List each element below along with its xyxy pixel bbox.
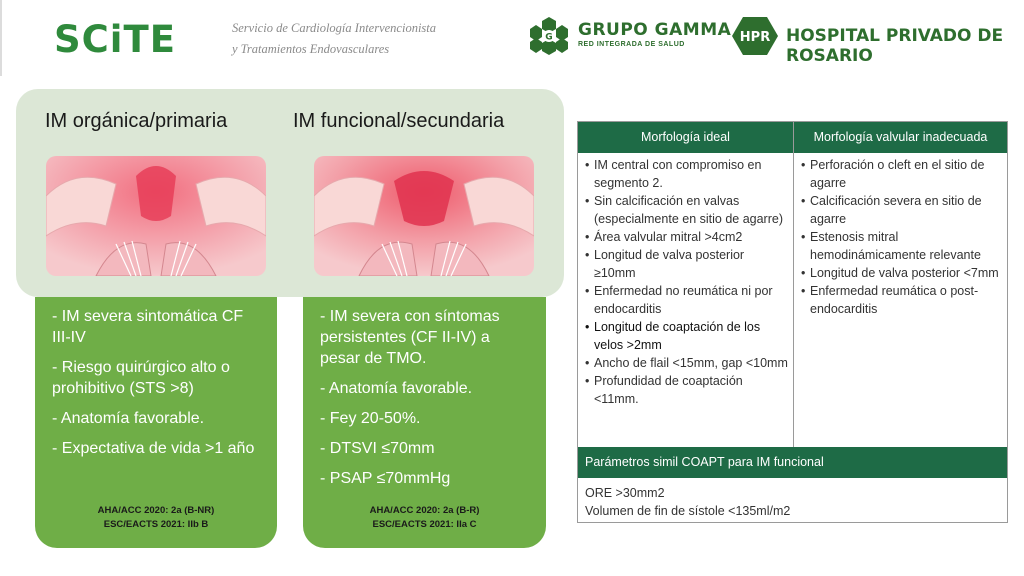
- secondary-criteria-list: [320, 306, 534, 498]
- bullet: •: [585, 356, 590, 370]
- inadequate-morphology-cell: [801, 153, 1001, 570]
- list-item: • Calcificación severa en sitio de agarre: [801, 194, 982, 226]
- secondary-criteria-box: [303, 297, 546, 548]
- bullet: •: [585, 374, 590, 388]
- scite-tagline: [232, 18, 436, 60]
- hpr-logo-icon: [732, 16, 778, 56]
- secondary-mr-title: IM funcional/secundaria: [293, 110, 505, 132]
- list-item: - DTSVI ≤70mm: [320, 440, 435, 457]
- primary-mr-title: IM orgánica/primaria: [45, 110, 228, 132]
- primary-mitral-valve-image: [46, 156, 266, 276]
- ore-value: ORE >30mm2: [585, 486, 665, 500]
- secondary-guideline-refs: [303, 504, 546, 532]
- ideal-morphology-list: [585, 156, 788, 408]
- bullet: •: [801, 194, 806, 208]
- tagline-line-2: y Tratamientos Endovasculares: [232, 42, 390, 56]
- left-edge-rule: [0, 0, 2, 76]
- list-item: - IM severa con síntomas persistentes (CF II-IV) a pesar de TMO.: [320, 308, 500, 367]
- esc-eacts-ref: ESC/EACTS 2021: IIa C: [372, 519, 477, 530]
- end-systolic-volume-value: Volumen de fin de sístole <135ml/m2: [585, 504, 791, 518]
- svg-text:G: G: [545, 32, 553, 43]
- gamma-subtitle: RED INTEGRADA DE SALUD: [578, 41, 685, 48]
- list-item: • IM central con compromiso en segmento 2.: [585, 158, 762, 190]
- inadequate-morphology-header: Morfología valvular inadecuada: [794, 122, 1007, 153]
- list-item: • Enfermedad reumática o post-endocarditis: [801, 284, 979, 316]
- list-item: • Longitud de coaptación de los velos >2mm: [585, 320, 761, 352]
- bullet: •: [585, 320, 590, 334]
- list-item: - Anatomía favorable.: [320, 380, 473, 397]
- ideal-morphology-header: Morfología ideal: [578, 122, 793, 153]
- primary-guideline-refs: [35, 504, 277, 532]
- scite-logo: SCiTE: [54, 18, 176, 61]
- secondary-mitral-valve-image: [314, 156, 534, 276]
- list-item: • Profundidad de coaptación <11mm.: [585, 374, 743, 406]
- morphology-table: [577, 121, 1008, 523]
- esc-eacts-ref: ESC/EACTS 2021: IIb B: [103, 519, 209, 530]
- bullet: •: [801, 230, 806, 244]
- list-item: - Anatomía favorable.: [52, 410, 205, 427]
- bullet: •: [585, 230, 590, 244]
- hospital-name: HOSPITAL PRIVADO DE ROSARIO: [786, 26, 1004, 66]
- bullet: •: [585, 158, 590, 172]
- list-item: • Área valvular mitral >4cm2: [585, 230, 743, 244]
- coapt-parameters-header: Parámetros simil COAPT para IM funcional: [578, 447, 1007, 478]
- hpr-badge-text: HPR: [739, 30, 771, 45]
- list-item: • Sin calcificación en valvas (especialmente en sitio de agarre): [585, 194, 783, 226]
- list-item: • Estenosis mitral hemodinámicamente relevante: [801, 230, 981, 262]
- list-item: • Ancho de flail <15mm, gap <10mm: [585, 356, 788, 370]
- bullet: •: [585, 284, 590, 298]
- list-item: • Perforación o cleft en el sitio de agarre: [801, 158, 985, 190]
- bullet: •: [585, 248, 590, 262]
- list-item: • Longitud de valva posterior <7mm: [801, 266, 999, 280]
- tagline-line-1: Servicio de Cardiología Intervencionista: [232, 21, 437, 35]
- grupo-gamma-logo-icon: [529, 16, 569, 56]
- list-item: - IM severa sintomática CF III-IV: [52, 308, 244, 346]
- list-item: • Longitud de valva posterior ≥10mm: [585, 248, 745, 280]
- bullet: •: [585, 194, 590, 208]
- bullet: •: [801, 284, 806, 298]
- aha-acc-ref: AHA/ACC 2020: 2a (B-R): [369, 505, 480, 516]
- gamma-name: GRUPO GAMMA: [578, 20, 732, 40]
- list-item: - Fey 20-50%.: [320, 410, 421, 427]
- bullet: •: [801, 266, 806, 280]
- list-item: - Riesgo quirúrgico alto o prohibitivo (STS >8): [52, 359, 230, 397]
- list-item: - Expectativa de vida >1 año: [52, 440, 255, 457]
- inadequate-morphology-list: [801, 156, 1001, 318]
- column-divider: [793, 122, 794, 447]
- list-item: - PSAP ≤70mmHg: [320, 470, 451, 487]
- primary-criteria-list: [52, 306, 264, 468]
- list-item: • Enfermedad no reumática ni por endocarditis: [585, 284, 773, 316]
- grupo-gamma-wordmark: [578, 20, 731, 48]
- primary-criteria-box: [35, 297, 277, 548]
- aha-acc-ref: AHA/ACC 2020: 2a (B-NR): [97, 505, 215, 516]
- bullet: •: [801, 158, 806, 172]
- coapt-parameters-values: [585, 484, 790, 520]
